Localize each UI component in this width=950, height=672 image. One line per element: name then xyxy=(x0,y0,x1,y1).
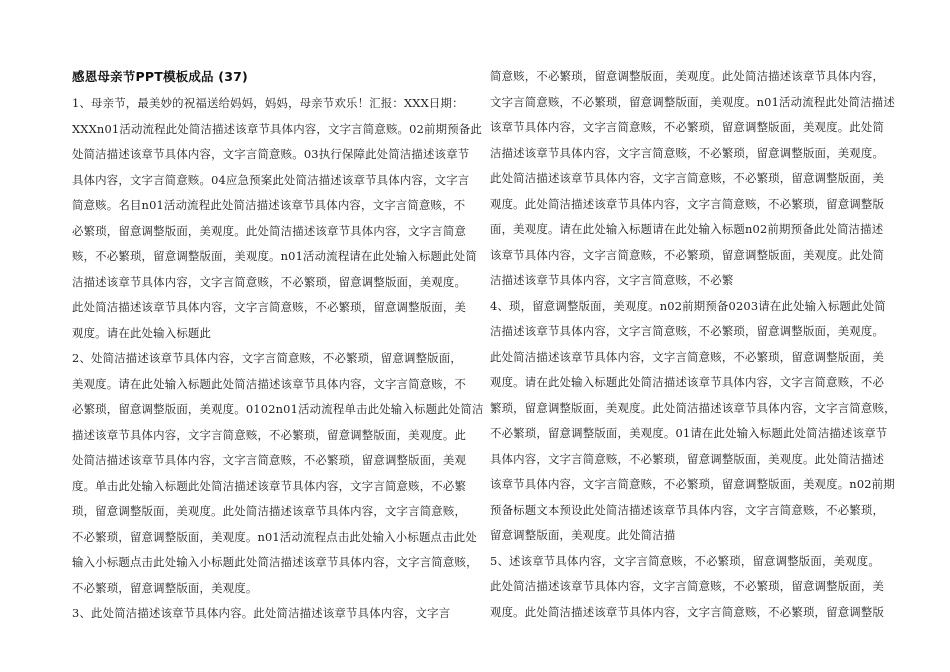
text-line: 观度。请在此处输入标题此处简洁描述该章节具体内容，文字言简意赅，不必 xyxy=(490,375,885,389)
text-line: 洁描述该章节具体内容，文字言简意赅，不必繁 xyxy=(490,273,734,287)
text-line: 3、此处简洁描述该章节具体内容。此处简洁描述该章节具体内容，文字言 xyxy=(72,606,451,620)
text-line: 不必繁琐，留意调整版面，美观度。 xyxy=(72,580,258,595)
text-line: 美观度。请在此处输入标题此处简洁描述该章节具体内容，文字言简意赅，不 xyxy=(72,376,467,391)
paragraph xyxy=(72,346,484,601)
text-line: 输入小标题点击此处输入小标题此处简洁描述该章节具体内容，文字言简意赅， xyxy=(72,555,478,569)
text-line: 洁描述该章节具体内容，文字言简意赅，不必繁琐，留意调整版面，美观度。 xyxy=(72,274,467,289)
paragraph xyxy=(490,294,896,549)
paragraph xyxy=(72,91,482,346)
text-line: 观度。此处简洁描述该章节具体内容，文字言简意赅，不必繁琐，留意调整版 xyxy=(490,196,885,211)
text-line: 度。单击此处输入标题此处简洁描述该章节具体内容，文字言简意赅，不必繁 xyxy=(72,478,467,493)
text-line: 必繁琐，留意调整版面，美观度。此处简洁描述该章节具体内容，文字言简意 xyxy=(72,223,467,238)
text-line: 该章节具体内容，文字言简意赅，不必繁琐，留意调整版面，美观度。n02前期 xyxy=(490,477,895,491)
right-column xyxy=(490,64,896,625)
text-line: 观度。此处简洁描述该章节具体内容，文字言简意赅，不必繁琐，留意调整版 xyxy=(490,604,885,619)
paragraph xyxy=(72,601,468,627)
text-line: 该章节具体内容，文字言简意赅，不必繁琐，留意调整版面，美观度。此处简 xyxy=(490,247,885,262)
text-line: 2、处简洁描述该章节具体内容，文字言简意赅，不必繁琐，留意调整版面， xyxy=(72,351,462,365)
text-line: 1、母亲节，最美妙的祝福送给妈妈，妈妈，母亲节欢乐！汇报：XXX日期： xyxy=(72,96,464,110)
text-line: 简意赅。名目n01活动流程此处简洁描述该章节具体内容，文字言简意赅，不 xyxy=(72,198,466,212)
text-line: 琐，留意调整版面，美观度。此处简洁描述该章节具体内容，文字言简意赅， xyxy=(72,504,467,518)
text-line: 观度。请在此处输入标题此 xyxy=(72,325,212,340)
left-paragraphs xyxy=(72,91,484,627)
text-line: 处简洁描述该章节具体内容，文字言简意赅，不必繁琐，留意调整版面，美观 xyxy=(72,453,467,467)
left-column xyxy=(72,64,484,627)
text-line: 5、述该章节具体内容，文字言简意赅，不必繁琐，留意调整版面，美观度。 xyxy=(490,553,880,568)
text-line: 处简洁描述该章节具体内容，文字言简意赅。03执行保障此处简洁描述该章节 xyxy=(72,147,470,161)
text-line: XXXn01活动流程此处简洁描述该章节具体内容，文字言简意赅。02前期预备此 xyxy=(72,121,482,136)
text-line: 此处简洁描述该章节具体内容，文字言简意赅，不必繁琐，留意调整版面，美 xyxy=(490,349,885,364)
text-line: 文字言简意赅，不必繁琐，留意调整版面，美观度。n01活动流程此处简洁描述 xyxy=(490,94,895,109)
right-paragraphs xyxy=(490,64,896,625)
text-line: 不必繁琐，留意调整版面，美观度。01请在此处输入标题此处简洁描述该章节 xyxy=(490,426,888,440)
paragraph xyxy=(490,549,885,626)
text-line: 繁琐，留意调整版面，美观度。此处简洁描述该章节具体内容，文字言简意赅， xyxy=(490,400,896,415)
text-line: 必繁琐，留意调整版面，美观度。0102n01活动流程单击此处输入标题此处简洁 xyxy=(72,402,484,416)
paragraph xyxy=(490,64,895,294)
text-line: 此处简洁描述该章节具体内容，文字言简意赅，不必繁琐，留意调整版面，美 xyxy=(72,300,467,314)
text-line: 洁描述该章节具体内容，文字言简意赅，不必繁琐，留意调整版面，美观度。 xyxy=(490,145,885,160)
text-line: 面，美观度。请在此处输入标题请在此处输入标题n02前期预备此处简洁描述 xyxy=(490,222,884,236)
text-line: 4、琐，留意调整版面，美观度。n02前期预备0203请在此处输入标题此处简 xyxy=(490,298,886,313)
text-line: 该章节具体内容，文字言简意赅，不必繁琐，留意调整版面，美观度。此处简 xyxy=(490,120,885,134)
text-line: 不必繁琐，留意调整版面，美观度。n01活动流程点击此处输入小标题点击此处 xyxy=(72,529,477,544)
text-line: 此处简洁描述该章节具体内容，文字言简意赅，不必繁琐，留意调整版面，美 xyxy=(490,579,885,593)
text-line: 具体内容，文字言简意赅，不必繁琐，留意调整版面，美观度。此处简洁描述 xyxy=(490,451,885,466)
document-title: 感恩母亲节PPT模板成品 (37) xyxy=(72,69,248,84)
text-line: 留意调整版面，美观度。此处简洁描 xyxy=(490,528,676,542)
text-line: 此处简洁描述该章节具体内容，文字言简意赅，不必繁琐，留意调整版面，美 xyxy=(490,171,885,185)
text-line: 洁描述该章节具体内容，文字言简意赅，不必繁琐，留意调整版面，美观度。 xyxy=(490,324,885,338)
text-line: 描述该章节具体内容，文字言简意赅，不必繁琐，留意调整版面，美观度。此 xyxy=(72,427,467,442)
text-line: 预备标题文本预设此处简洁描述该章节具体内容，文字言简意赅，不必繁琐， xyxy=(490,502,885,517)
text-line: 具体内容，文字言简意赅。04应急预案此处简洁描述该章节具体内容，文字言 xyxy=(72,172,470,187)
text-line: 简意赅，不必繁琐，留意调整版面，美观度。此处简洁描述该章节具体内容， xyxy=(490,69,885,83)
text-line: 赅，不必繁琐，留意调整版面，美观度。n01活动流程请在此处输入标题此处简 xyxy=(72,249,477,263)
